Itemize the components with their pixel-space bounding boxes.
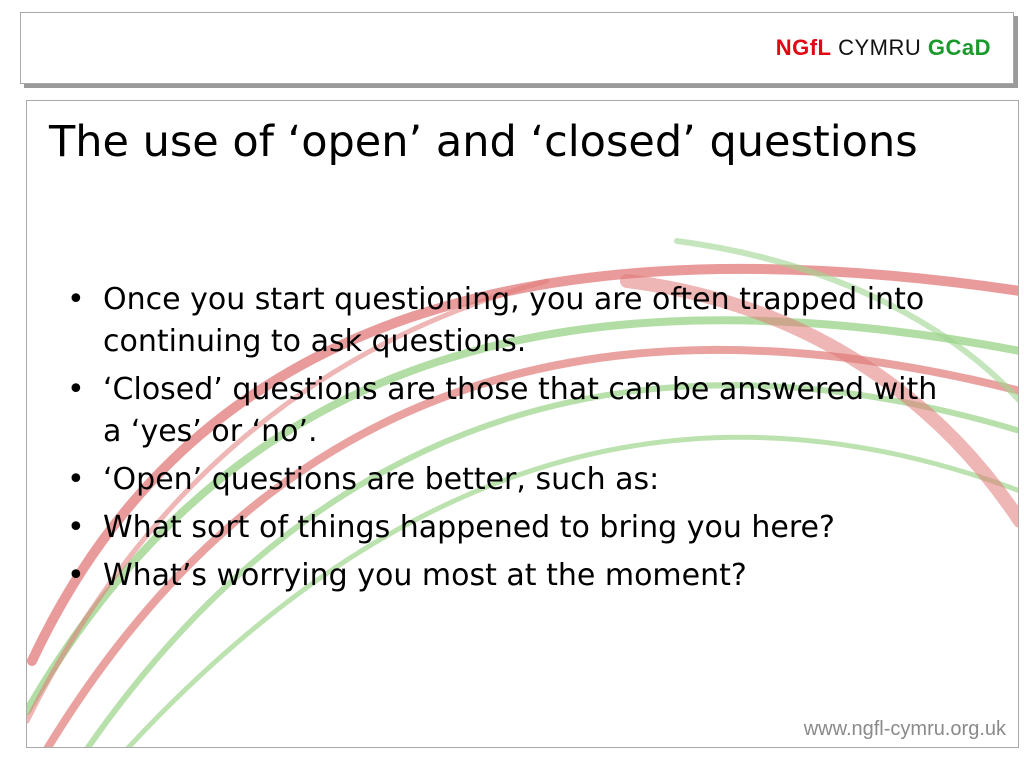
- ngfl-cymru-logo: [776, 35, 991, 61]
- logo-gcad: GCaD: [927, 35, 991, 60]
- logo-cymru: CYMRU: [838, 35, 922, 60]
- bullet-item: [63, 459, 943, 501]
- bullet-text: What sort of things happened to bring you here?: [103, 510, 835, 545]
- bullet-text: Once you start questioning, you are often trapped into continuing to ask questions.: [103, 282, 925, 359]
- bullet-marker: •: [67, 462, 85, 497]
- bullet-marker: •: [67, 558, 85, 593]
- bullet-item: [63, 507, 943, 549]
- bullet-item: [63, 279, 943, 363]
- bullet-marker: •: [67, 510, 85, 545]
- slide-title: The use of ‘open’ and ‘closed’ questions: [49, 117, 918, 167]
- bullet-list: [63, 279, 943, 603]
- bullet-text: ‘Closed’ questions are those that can be answered with a ‘yes’ or ‘no’.: [103, 372, 938, 449]
- bullet-marker: •: [67, 372, 85, 407]
- bullet-text: ‘Open’ questions are better, such as:: [103, 462, 660, 497]
- bullet-text: What’s worrying you most at the moment?: [103, 558, 747, 593]
- header-banner: [20, 12, 1014, 84]
- bullet-item: [63, 369, 943, 453]
- slide-content: [26, 100, 1019, 748]
- bullet-item: [63, 555, 943, 597]
- bullet-marker: •: [67, 282, 85, 317]
- logo-ngfl: NGfL: [775, 35, 832, 60]
- footer-url: www.ngfl-cymru.org.uk: [803, 718, 1006, 740]
